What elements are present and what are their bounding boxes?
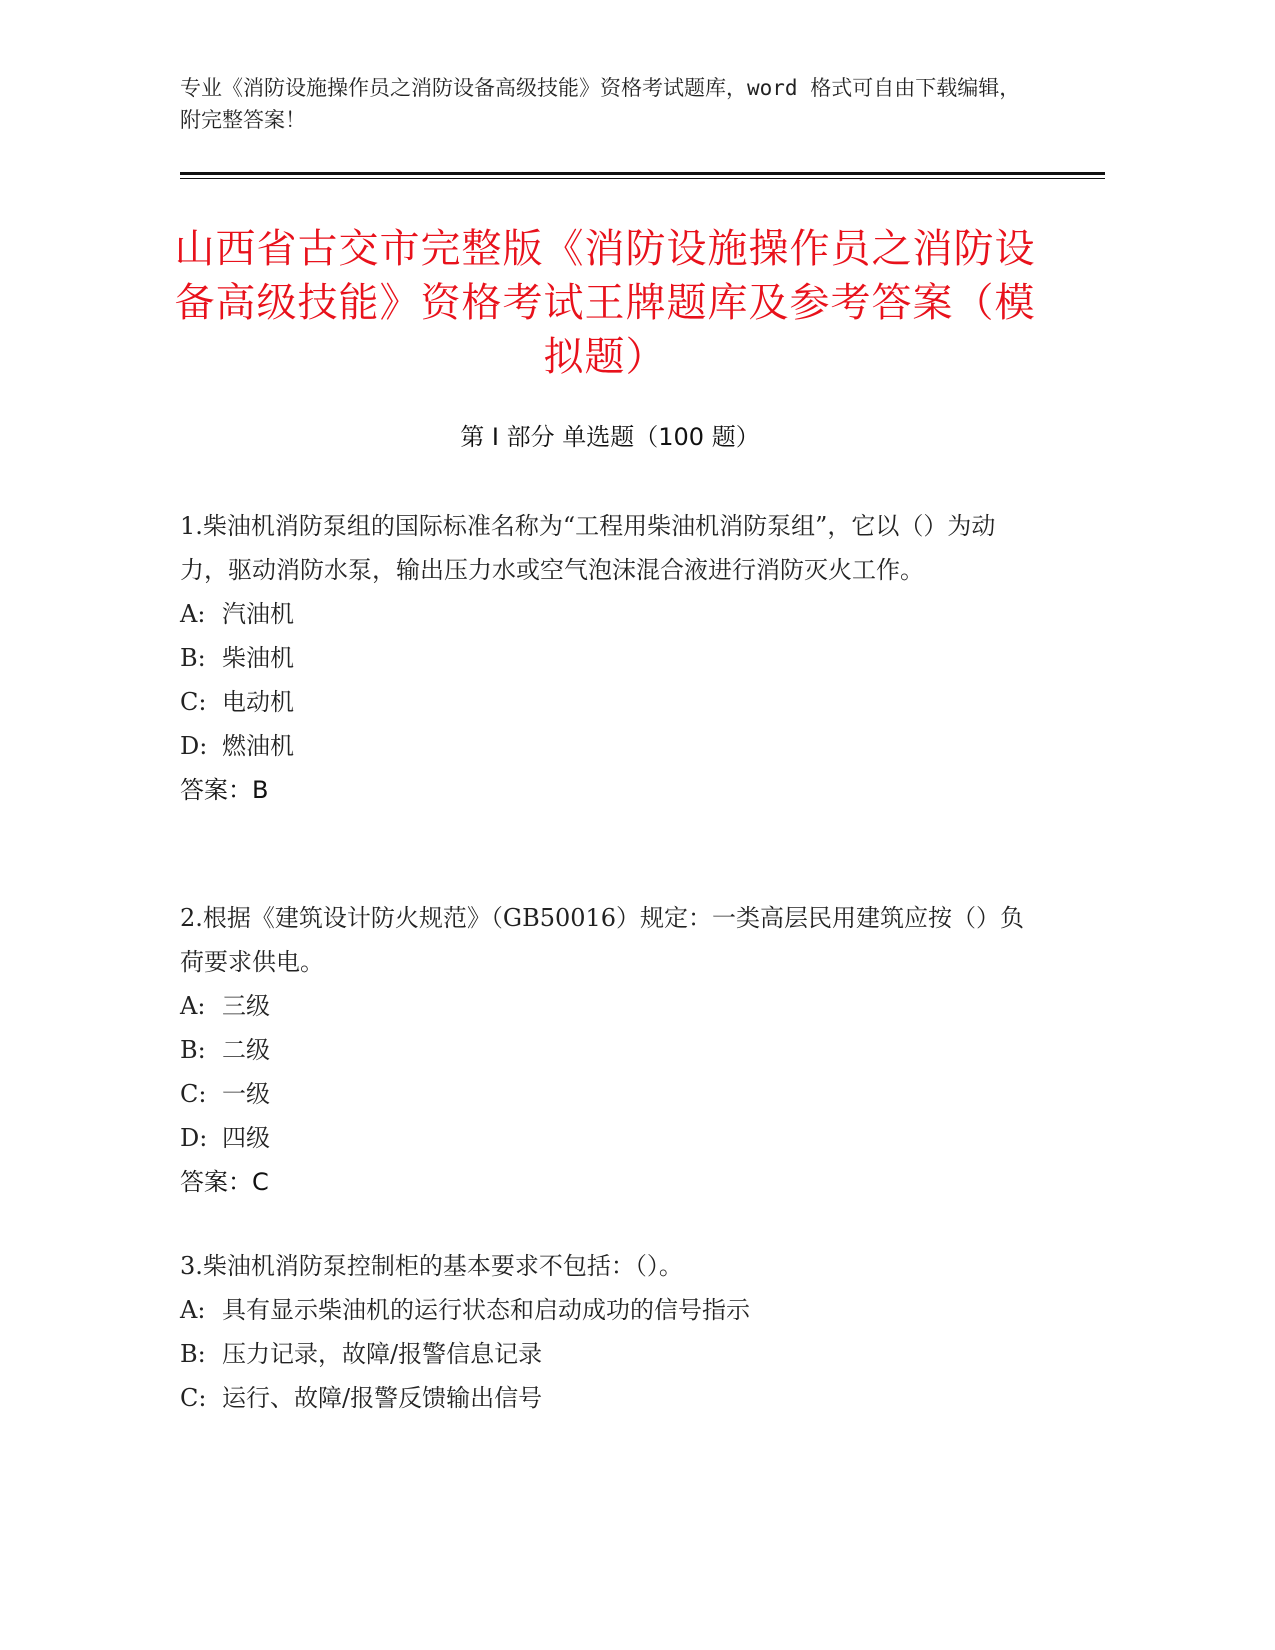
option-key: B:	[180, 644, 206, 672]
option-b	[180, 1028, 1040, 1072]
option-b	[180, 1332, 1040, 1376]
section-title: 第 I 部分 单选题（100 题）	[460, 423, 760, 451]
option-key: B:	[180, 1340, 206, 1368]
option-a	[180, 592, 1040, 636]
option-d	[180, 1116, 1040, 1160]
option-key: C:	[180, 1080, 207, 1108]
question-3	[180, 1244, 1040, 1420]
option-text: 三级	[222, 992, 270, 1020]
option-text: 一级	[222, 1080, 270, 1108]
option-c	[180, 680, 1040, 724]
option-key: A:	[180, 600, 206, 628]
option-text: 柴油机	[222, 644, 294, 672]
question-stem: 3.柴油机消防泵控制柜的基本要求不包括：（）。	[180, 1252, 683, 1280]
question-stem: 1.柴油机消防泵组的国际标准名称为“工程用柴油机消防泵组”，它以（）为动力，驱动消防水泵，输出压力水或空气泡沫混合液进行消防灭火工作。	[180, 512, 996, 584]
option-key: A:	[180, 1296, 206, 1324]
option-text: 四级	[222, 1124, 270, 1152]
header-divider-thin	[180, 178, 1105, 179]
header-note: 专业《消防设施操作员之消防设备高级技能》资格考试题库，word 格式可自由下载编辑，附完整答案！	[180, 76, 1021, 132]
header-divider-thick	[180, 172, 1105, 175]
option-a	[180, 984, 1040, 1028]
option-c	[180, 1072, 1040, 1116]
option-text: 运行、故障/报警反馈输出信号	[222, 1384, 543, 1412]
option-text: 汽油机	[222, 600, 294, 628]
question-stem: 2.根据《建筑设计防火规范》（GB50016）规定：一类高层民用建筑应按（）负荷要求供电。	[180, 904, 1025, 976]
option-text: 具有显示柴油机的运行状态和启动成功的信号指示	[222, 1296, 750, 1324]
option-c	[180, 1376, 1040, 1420]
option-key: C:	[180, 688, 207, 716]
option-a	[180, 1288, 1040, 1332]
option-text: 燃油机	[222, 732, 294, 760]
option-key: D:	[180, 732, 208, 760]
answer-line: 答案：B	[180, 776, 269, 804]
answer-line: 答案：C	[180, 1168, 269, 1196]
option-d	[180, 724, 1040, 768]
option-text: 压力记录，故障/报警信息记录	[222, 1340, 543, 1368]
question-1	[180, 504, 1040, 812]
option-key: C:	[180, 1384, 207, 1412]
question-2	[180, 896, 1040, 1204]
option-key: B:	[180, 1036, 206, 1064]
document-title: 山西省古交市完整版《消防设施操作员之消防设备高级技能》资格考试王牌题库及参考答案（模拟题）	[174, 226, 1036, 380]
option-text: 二级	[222, 1036, 270, 1064]
option-text: 电动机	[222, 688, 294, 716]
option-key: D:	[180, 1124, 208, 1152]
option-b	[180, 636, 1040, 680]
option-key: A:	[180, 992, 206, 1020]
